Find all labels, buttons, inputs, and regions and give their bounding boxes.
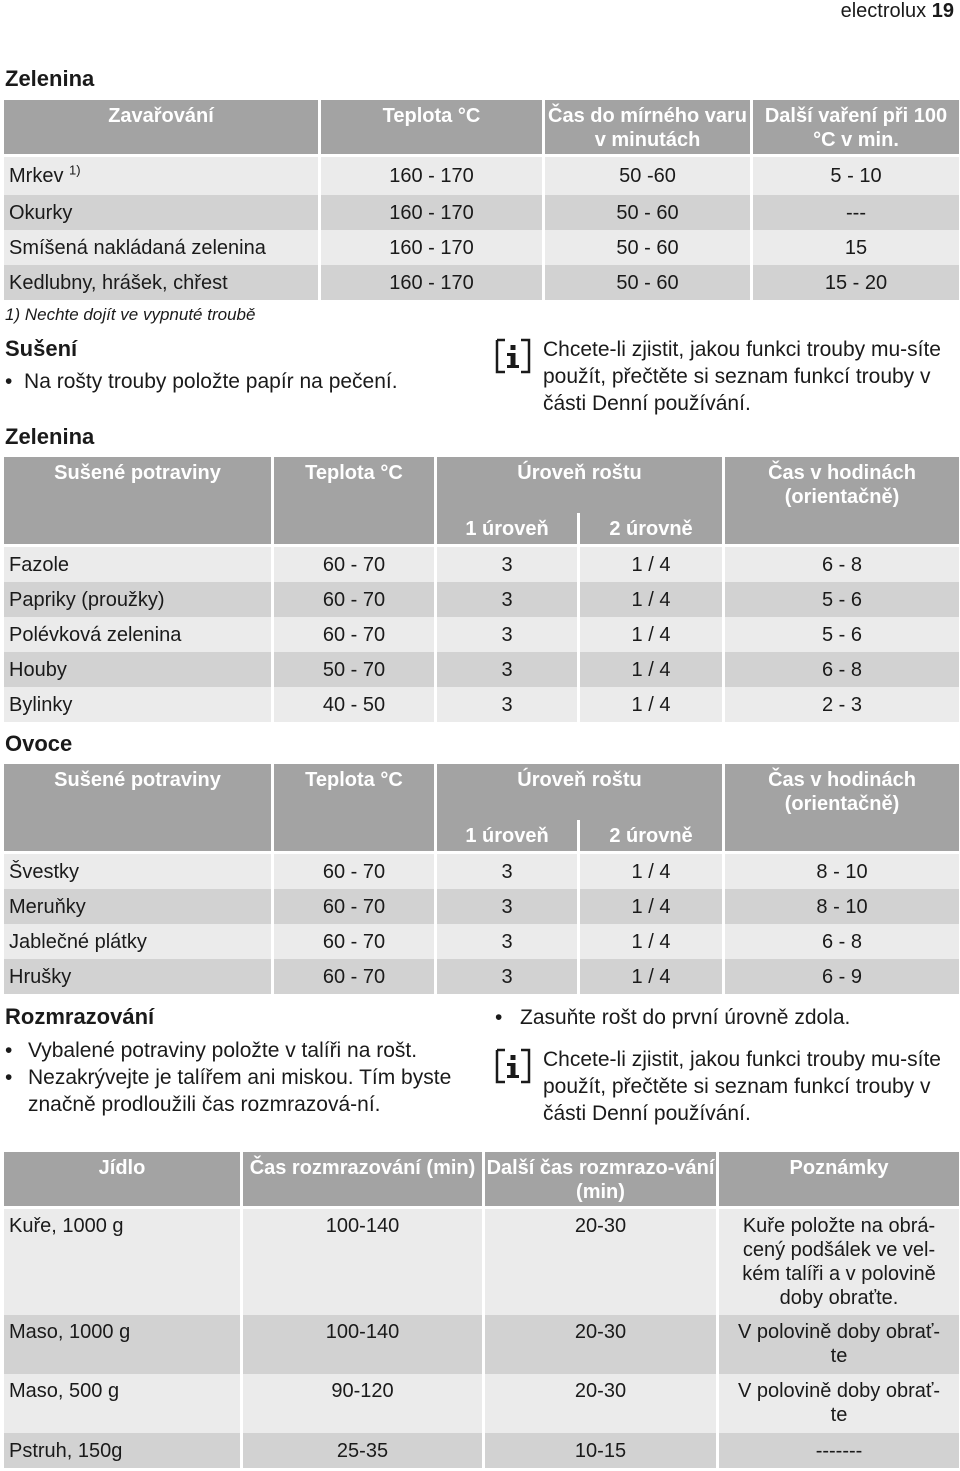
preserving-title: Zelenina [5,66,95,91]
row-label: Meruňky [4,889,274,924]
col-header-temperature: Teplota °C [274,457,437,547]
cell-notes: Kuře položte na obrá-cený podšálek ve vel-kém talíři a v polovině doby obraťte. [719,1209,959,1315]
footnote-mark: 1) [69,162,81,178]
col-header-temperature: Teplota °C [274,764,437,854]
col-header-notes: Poznámky [719,1152,959,1209]
cell-temperature: 160 - 170 [321,157,545,195]
table-row [4,687,959,722]
bullet-dot: • [5,370,13,393]
col-header-temperature: Teplota °C [321,100,545,157]
cell-extra-time: 20-30 [485,1315,719,1374]
defrost-table [4,1152,959,1468]
cell-temperature: 160 - 170 [321,230,545,265]
cell-notes: V polovině doby obrať-te [719,1374,959,1433]
table-row [4,1315,959,1374]
table-row [4,652,959,687]
row-label: Maso, 1000 g [4,1315,243,1374]
cell-temperature: 160 - 170 [321,195,545,230]
cell-temperature: 60 - 70 [274,547,437,582]
veg-drying-table [4,457,959,722]
row-label: Švestky [4,854,274,889]
cell-time: 50 - 60 [545,195,753,230]
table-row [4,195,959,230]
table-row [4,265,959,300]
cell-two-levels: 1 / 4 [580,547,725,582]
cell-temperature: 50 - 70 [274,652,437,687]
col-header-time-hours: Čas v hodinách (orientačně) [725,457,959,547]
table-row [4,1374,959,1433]
col-header-time-to-simmer: Čas do mírného varu v minutách [545,100,753,157]
cell-temperature: 60 - 70 [274,959,437,994]
defrost-title: Rozmrazování [5,1004,155,1029]
list-item [5,1064,475,1118]
table-row [4,1433,959,1468]
cell-two-levels: 1 / 4 [580,854,725,889]
row-label: Mrkev [9,165,64,187]
bullet-text: Na rošty trouby položte papír na pečení. [24,370,398,393]
cell-two-levels: 1 / 4 [580,959,725,994]
col-header-further-cooking: Další vaření při 100 °C v min. [753,100,959,157]
row-label: Kuře, 1000 g [4,1209,243,1315]
cell-one-level: 3 [437,687,580,722]
bullet-text: Nezakrývejte je talířem ani miskou. Tím byste značně prodloužili čas rozmrazová-ní. [28,1066,452,1116]
row-label: Okurky [4,195,321,230]
row-label: Bylinky [4,687,274,722]
col-header-preserving: Zavařování [4,100,321,157]
cell-further: 15 - 20 [753,265,959,300]
subheader-two-levels: 2 úrovně [580,820,725,854]
cell-one-level: 3 [437,889,580,924]
table-row [4,617,959,652]
bullet-dot: • [5,1039,13,1062]
info-icon [495,1048,531,1089]
cell-time: 2 - 3 [725,687,959,722]
cell-two-levels: 1 / 4 [580,924,725,959]
cell-notes: ------- [719,1433,959,1468]
cell-two-levels: 1 / 4 [580,889,725,924]
row-label: Smíšená nakládaná zelenina [4,230,321,265]
cell-one-level: 3 [437,854,580,889]
col-header-shelf-level: Úroveň roštu [437,457,725,513]
row-label: Fazole [4,547,274,582]
cell-further: 15 [753,230,959,265]
defrost-right-bullet [495,1004,955,1031]
defrost-info-text: Chcete-li zjistit, jakou funkci trouby mu-síte použít, přečtěte si seznam funkcí trouby v části Denní používání. [543,1048,941,1125]
page-header [841,0,954,22]
cell-two-levels: 1 / 4 [580,652,725,687]
col-header-dried-food: Sušené potraviny [4,457,274,547]
cell-defrost-time: 100-140 [243,1315,485,1374]
page-number: 19 [931,0,954,22]
bullet-dot: • [495,1006,503,1029]
cell-defrost-time: 90-120 [243,1374,485,1433]
col-header-extra-defrost-time: Další čas rozmrazo-vání (min) [485,1152,719,1209]
cell-time: 6 - 8 [725,547,959,582]
cell-extra-time: 10-15 [485,1433,719,1468]
cell-defrost-time: 100-140 [243,1209,485,1315]
cell-time: 6 - 9 [725,959,959,994]
cell-two-levels: 1 / 4 [580,582,725,617]
cell-time: 5 - 6 [725,617,959,652]
table-row [4,1209,959,1315]
cell-two-levels: 1 / 4 [580,617,725,652]
table-row [4,924,959,959]
cell-temperature: 60 - 70 [274,617,437,652]
cell-time: 6 - 8 [725,652,959,687]
cell-defrost-time: 25-35 [243,1433,485,1468]
subheader-two-levels: 2 úrovně [580,513,725,547]
table-row [4,854,959,889]
drying-info-text: Chcete-li zjistit, jakou funkci trouby mu-síte použít, přečtěte si seznam funkcí trouby v části Denní používání. [543,338,941,415]
table-row [4,582,959,617]
col-header-shelf-level: Úroveň roštu [437,764,725,820]
bullet-text: Vybalené potraviny položte v talíři na rošt. [28,1039,418,1062]
cell-temperature: 160 - 170 [321,265,545,300]
drying-title: Sušení [5,336,78,361]
subheader-one-level: 1 úroveň [437,820,580,854]
table-row [4,157,959,195]
cell-temperature: 40 - 50 [274,687,437,722]
cell-extra-time: 20-30 [485,1209,719,1315]
cell-extra-time: 20-30 [485,1374,719,1433]
table-row [4,230,959,265]
col-header-defrost-time: Čas rozmrazování (min) [243,1152,485,1209]
brand-name: electrolux [840,0,927,22]
bullet-text: Zasuňte rošt do první úrovně zdola. [520,1006,851,1029]
row-label: Polévková zelenina [4,617,274,652]
row-label: Maso, 500 g [4,1374,243,1433]
fruit-drying-table [4,764,959,994]
cell-temperature: 60 - 70 [274,854,437,889]
cell-one-level: 3 [437,959,580,994]
cell-time: 6 - 8 [725,924,959,959]
table-row [4,959,959,994]
cell-time: 50 -60 [545,157,753,195]
row-label: Papriky (proužky) [4,582,274,617]
cell-temperature: 60 - 70 [274,889,437,924]
table-row [4,889,959,924]
preserving-table [4,100,959,300]
subheader-one-level: 1 úroveň [437,513,580,547]
cell-further: 5 - 10 [753,157,959,195]
cell-temperature: 60 - 70 [274,582,437,617]
cell-time: 50 - 60 [545,265,753,300]
cell-one-level: 3 [437,547,580,582]
row-label: Pstruh, 150g [4,1433,243,1468]
cell-two-levels: 1 / 4 [580,687,725,722]
defrost-bullets [5,1037,475,1118]
cell-one-level: 3 [437,652,580,687]
list-item [5,1037,475,1064]
preserving-footnote: 1) Nechte dojít ve vypnuté troubě [5,305,256,324]
drying-bullet [5,368,398,395]
row-label: Houby [4,652,274,687]
col-header-dried-food: Sušené potraviny [4,764,274,854]
bullet-dot: • [5,1066,13,1089]
cell-further: --- [753,195,959,230]
cell-time: 8 - 10 [725,889,959,924]
cell-temperature: 60 - 70 [274,924,437,959]
cell-time: 50 - 60 [545,230,753,265]
cell-time: 5 - 6 [725,582,959,617]
cell-notes: V polovině doby obrať-te [719,1315,959,1374]
table-row [4,547,959,582]
veg-drying-title: Zelenina [5,424,95,449]
fruit-drying-title: Ovoce [5,731,73,756]
info-icon [495,338,531,379]
cell-one-level: 3 [437,582,580,617]
col-header-time-hours: Čas v hodinách (orientačně) [725,764,959,854]
row-label: Jablečné plátky [4,924,274,959]
row-label: Kedlubny, hrášek, chřest [4,265,321,300]
cell-one-level: 3 [437,924,580,959]
col-header-food: Jídlo [4,1152,243,1209]
row-label: Hrušky [4,959,274,994]
cell-one-level: 3 [437,617,580,652]
cell-time: 8 - 10 [725,854,959,889]
